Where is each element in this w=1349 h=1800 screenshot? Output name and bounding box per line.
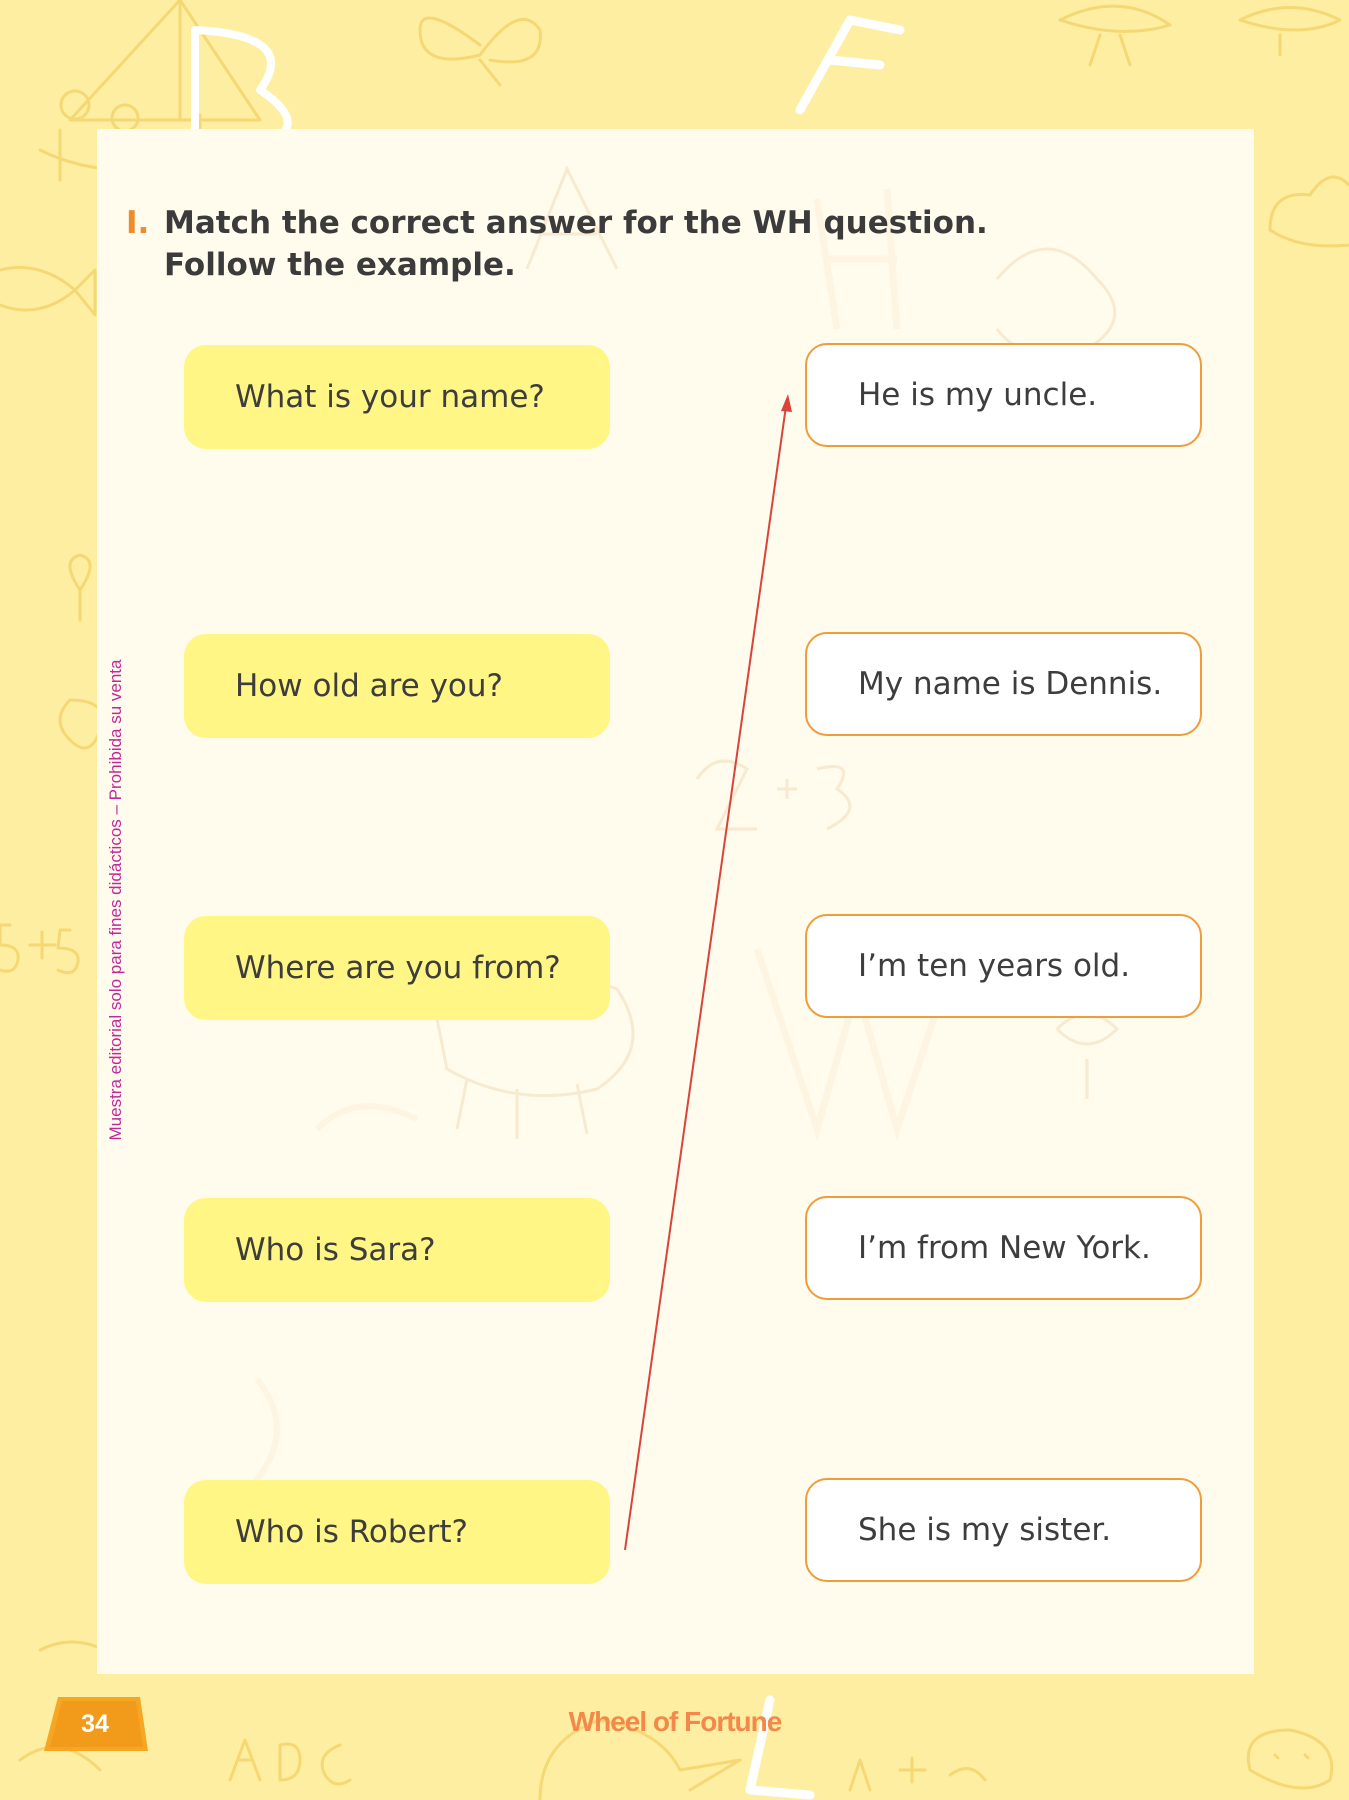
- question-text: Who is Robert?: [235, 1514, 468, 1550]
- book-title: Wheel of Fortune: [568, 1706, 782, 1737]
- answer-text: I’m ten years old.: [858, 948, 1131, 984]
- instruction-line-2: Follow the example.: [164, 247, 516, 283]
- answer-text: He is my uncle.: [858, 377, 1098, 413]
- question-box[interactable]: [184, 345, 610, 449]
- question-text: Where are you from?: [235, 950, 561, 986]
- answer-text: My name is Dennis.: [858, 666, 1163, 702]
- bird-doodle: [1060, 6, 1170, 65]
- answer-text: I’m from New York.: [858, 1230, 1151, 1266]
- question-box[interactable]: [184, 1480, 610, 1584]
- math-doodle: [0, 925, 78, 973]
- letter-f-doodle: [800, 20, 900, 110]
- page-number: 34: [81, 1709, 109, 1738]
- question-text: What is your name?: [235, 379, 545, 415]
- exercise-instruction: [126, 202, 1126, 286]
- face-doodle: [1248, 1730, 1331, 1788]
- question-text: How old are you?: [235, 668, 503, 704]
- fish-doodle: [0, 268, 95, 316]
- answer-box[interactable]: [805, 1196, 1202, 1300]
- cloud-doodle: [1270, 177, 1349, 246]
- butterfly-doodle: [420, 18, 540, 85]
- instruction-line-1: Match the correct answer for the WH question.: [164, 205, 988, 241]
- question-box[interactable]: [184, 916, 610, 1020]
- answer-box[interactable]: [805, 632, 1202, 736]
- question-box[interactable]: [184, 634, 610, 738]
- exercise-number: I.: [126, 205, 150, 241]
- question-text: Who is Sara?: [235, 1232, 436, 1268]
- answer-text: She is my sister.: [858, 1512, 1112, 1548]
- question-box[interactable]: [184, 1198, 610, 1302]
- answer-box[interactable]: [805, 343, 1202, 447]
- answer-box[interactable]: [805, 1478, 1202, 1582]
- answer-box[interactable]: [805, 914, 1202, 1018]
- flower-doodle: [60, 555, 102, 748]
- publisher-watermark-text: Muestra editorial solo para fines didácticos – Prohibida su venta: [106, 659, 125, 1141]
